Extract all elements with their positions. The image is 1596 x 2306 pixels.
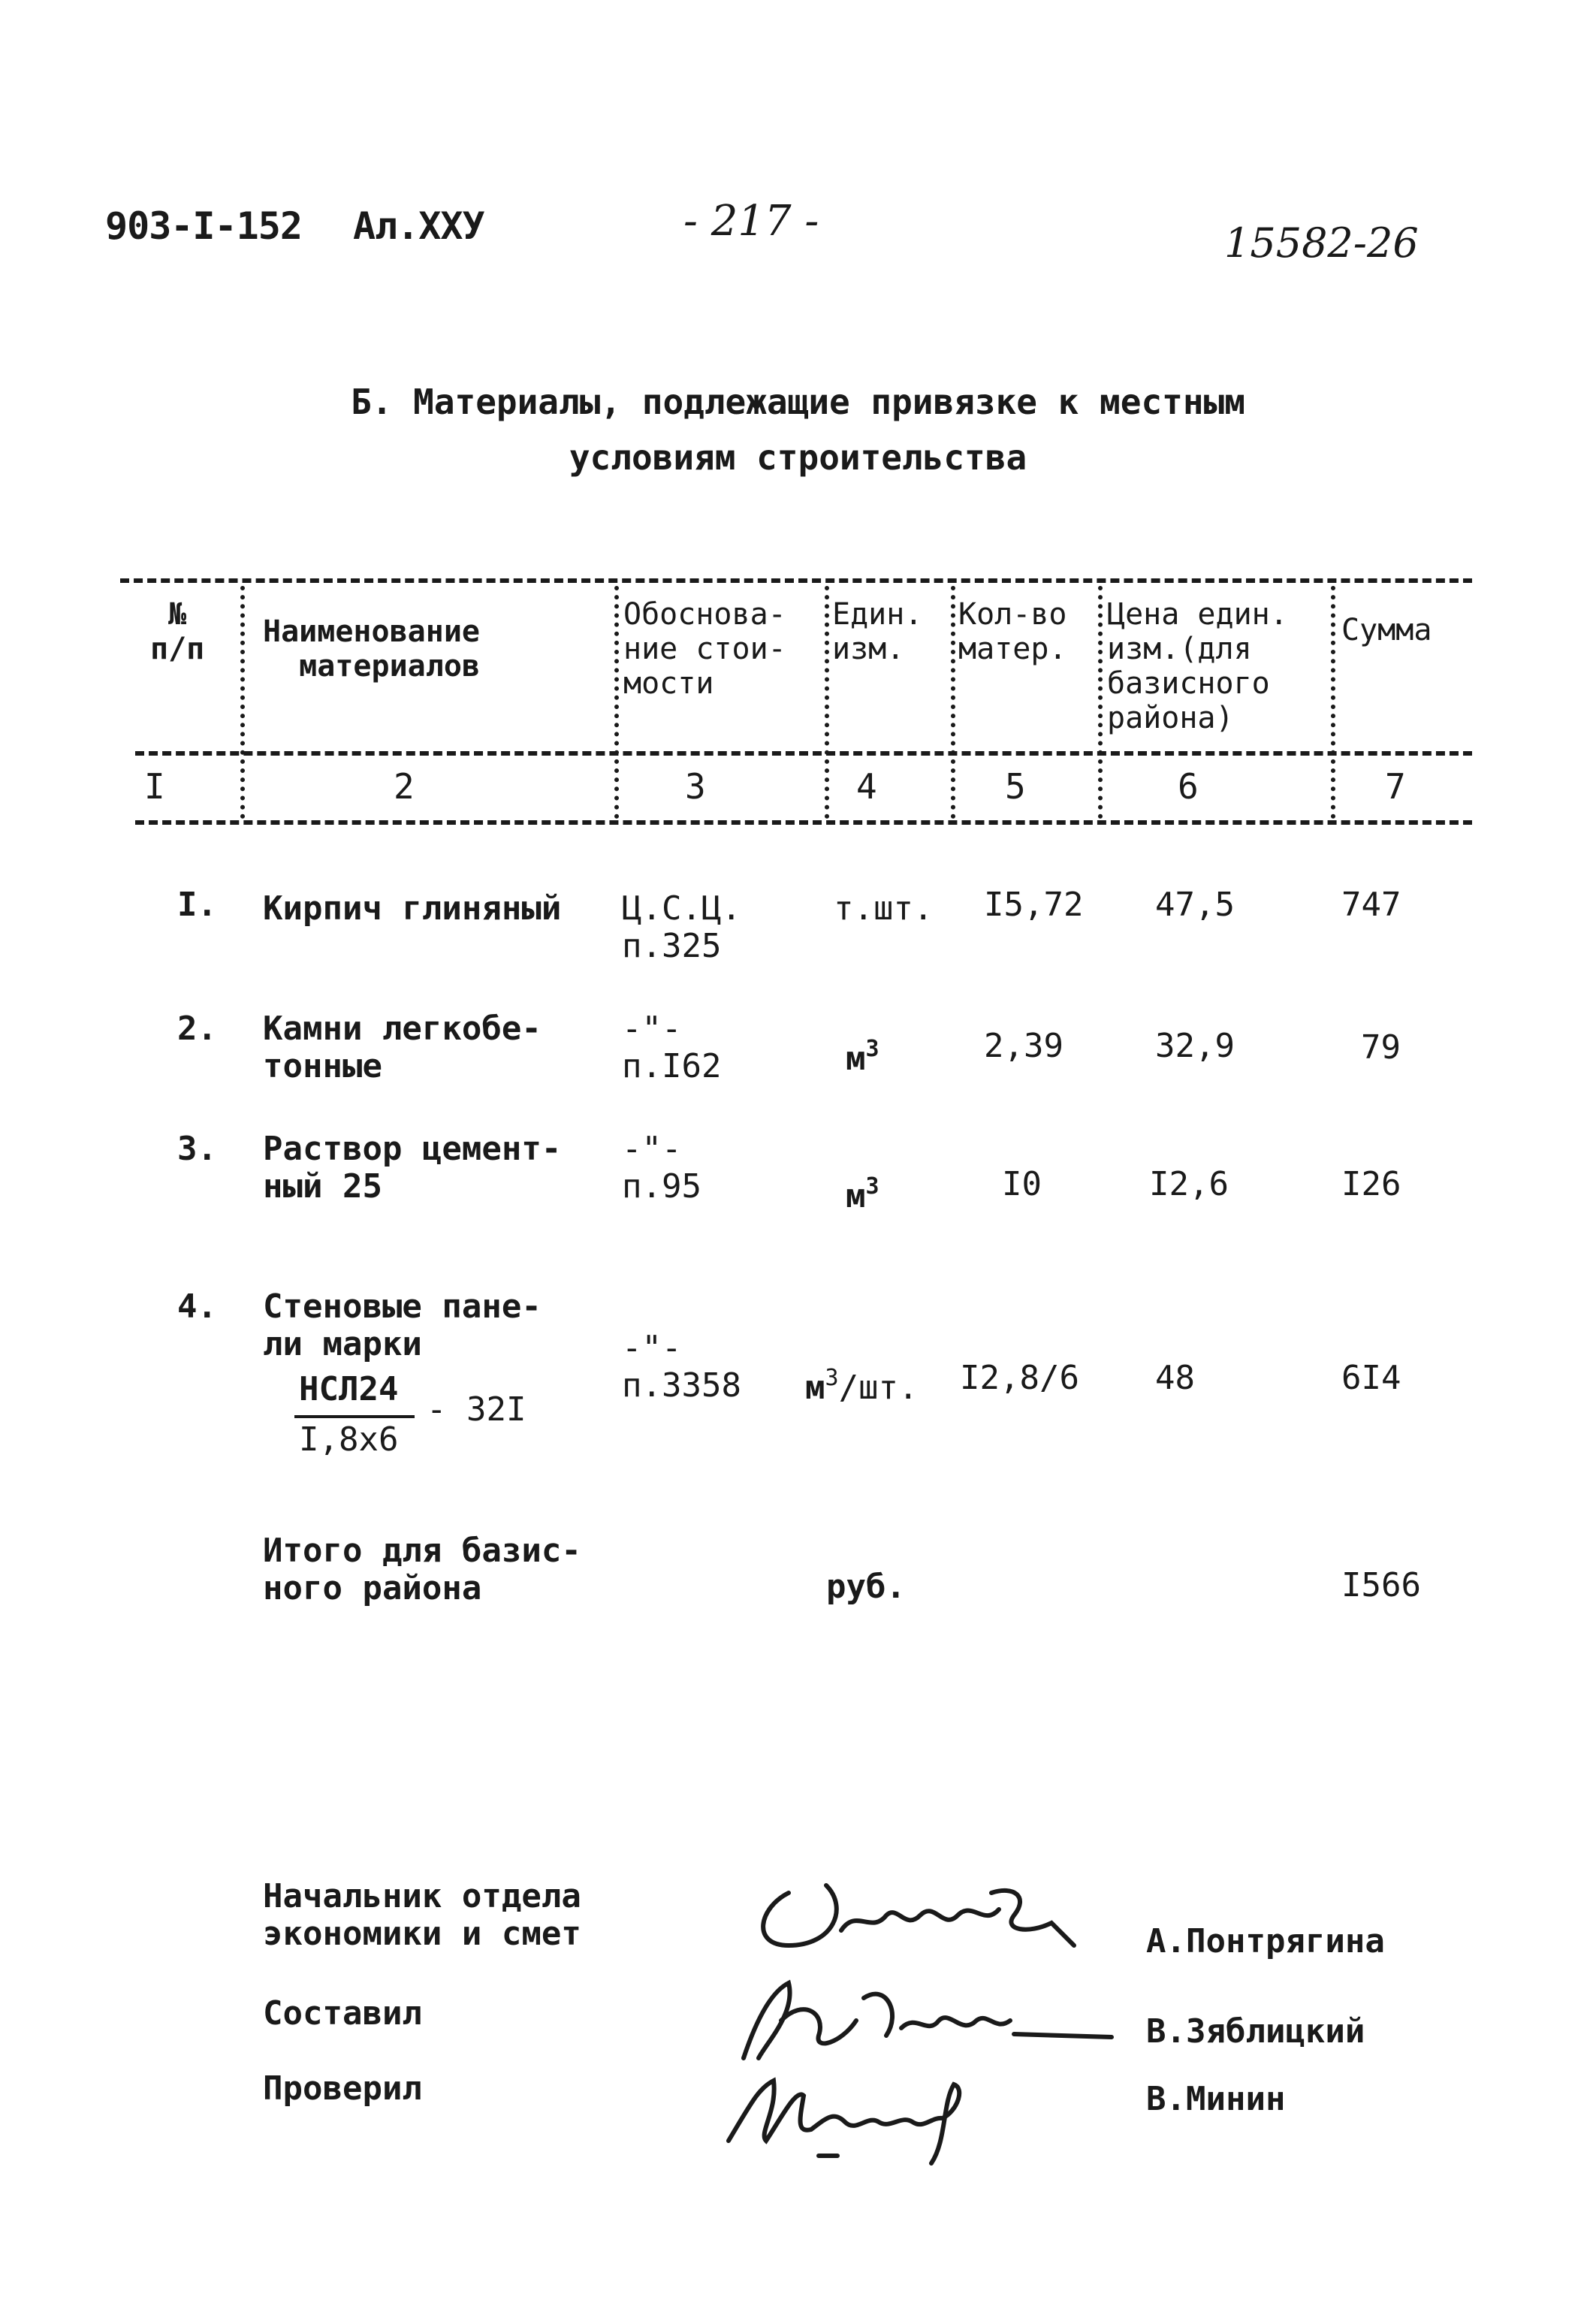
column-number: 6: [1178, 766, 1199, 807]
column-number: 2: [394, 766, 415, 807]
unit-exponent: 3: [865, 1036, 879, 1062]
unit-price: 47,5: [1155, 886, 1235, 924]
signatory-name: А.Понтрягина: [1146, 1922, 1385, 1960]
signature-role: Начальник отдела экономики и смет: [263, 1877, 581, 1953]
signature-role: Проверил: [263, 2069, 422, 2108]
unit: т.шт.: [834, 889, 934, 928]
document-code: 903-I-152: [105, 204, 302, 248]
fraction-bar: [294, 1415, 415, 1418]
unit-price: 48: [1155, 1359, 1195, 1397]
row-number: 4.: [177, 1287, 217, 1326]
column-separator: [951, 586, 955, 819]
total-label: Итого для базис- ного района: [263, 1532, 581, 1607]
signature-scribble: [706, 2058, 1021, 2171]
column-header-unit: Един. изм.: [832, 597, 923, 666]
row-number: I.: [177, 886, 217, 924]
column-header-sum: Сумма: [1341, 613, 1432, 647]
quantity: I5,72: [984, 886, 1084, 924]
unit: [805, 1360, 919, 1407]
column-separator: [240, 586, 245, 819]
column-header-price: Цена един. изм.(для базисного района): [1107, 597, 1288, 735]
signatory-name: В.Минин: [1146, 2080, 1286, 2118]
table-numbers-rule: [135, 820, 1472, 825]
unit-price: I2,6: [1149, 1165, 1229, 1203]
unit-price: 32,9: [1155, 1027, 1235, 1065]
total-sum: I566: [1341, 1566, 1421, 1604]
sum: 79: [1361, 1028, 1401, 1067]
row-number: 3.: [177, 1130, 217, 1168]
page-number: - 217 -: [683, 197, 819, 246]
table-top-rule: [120, 578, 1472, 583]
material-name: Кирпич глиняный: [263, 889, 562, 928]
material-name: Стеновые пане- ли марки: [263, 1287, 542, 1363]
unit-exponent: 3: [865, 1173, 879, 1200]
sum: 6I4: [1341, 1359, 1401, 1397]
unit: [846, 1168, 879, 1215]
quantity: I2,8/6: [960, 1359, 1079, 1397]
column-header-basis: Обоснова- ние стои- мости: [623, 597, 786, 701]
column-separator: [825, 586, 829, 819]
cost-basis: -"- п.3358: [622, 1329, 741, 1405]
quantity: I0: [1002, 1165, 1042, 1203]
unit-symbol: м: [846, 1177, 866, 1215]
column-number: 4: [856, 766, 877, 807]
section-title-line2: условиям строительства: [569, 437, 1027, 478]
column-number: 3: [685, 766, 706, 807]
panel-mark-suffix: - 32I: [427, 1390, 526, 1429]
material-name: Камни легкобе- тонные: [263, 1010, 542, 1085]
column-separator: [1098, 586, 1103, 819]
unit-symbol: м: [805, 1369, 825, 1407]
row-number: 2.: [177, 1010, 217, 1048]
unit: [846, 1031, 879, 1078]
column-separator: [1331, 586, 1335, 819]
total-unit: руб.: [826, 1568, 906, 1606]
cost-basis: -"- п.I62: [622, 1010, 722, 1085]
column-number: 5: [1005, 766, 1026, 807]
signature-role: Составил: [263, 1994, 422, 2033]
column-number: I: [144, 766, 165, 807]
signature-scribble: [714, 1968, 1134, 2073]
sheet-number: 15582-26: [1224, 219, 1419, 267]
table-header-rule: [135, 751, 1472, 756]
column-number: 7: [1385, 766, 1406, 807]
unit-tail: /шт.: [838, 1369, 919, 1407]
column-header-quantity: Кол-во матер.: [958, 597, 1067, 666]
quantity: 2,39: [984, 1027, 1063, 1065]
material-name: Раствор цемент- ный 25: [263, 1130, 562, 1206]
signatory-name: В.Зяблицкий: [1146, 2012, 1365, 2051]
panel-mark-denominator: I,8х6: [299, 1420, 399, 1459]
sum: I26: [1341, 1165, 1401, 1203]
column-separator: [614, 586, 619, 819]
section-title-line1: Б. Материалы, подлежащие привязке к местным: [351, 382, 1245, 422]
column-header-name: Наименование материалов: [263, 614, 480, 684]
cost-basis: Ц.С.Ц. п.325: [622, 889, 741, 965]
unit-symbol: м: [846, 1040, 866, 1078]
cost-basis: -"- п.95: [622, 1130, 701, 1206]
unit-exponent: 3: [825, 1365, 839, 1391]
signature-scribble: [744, 1863, 1134, 1968]
album-number: Ал.XXУ: [353, 204, 484, 248]
panel-mark-numerator: НСЛ24: [299, 1370, 399, 1408]
sum: 747: [1341, 886, 1401, 924]
column-header-number: № п/п: [150, 597, 205, 666]
